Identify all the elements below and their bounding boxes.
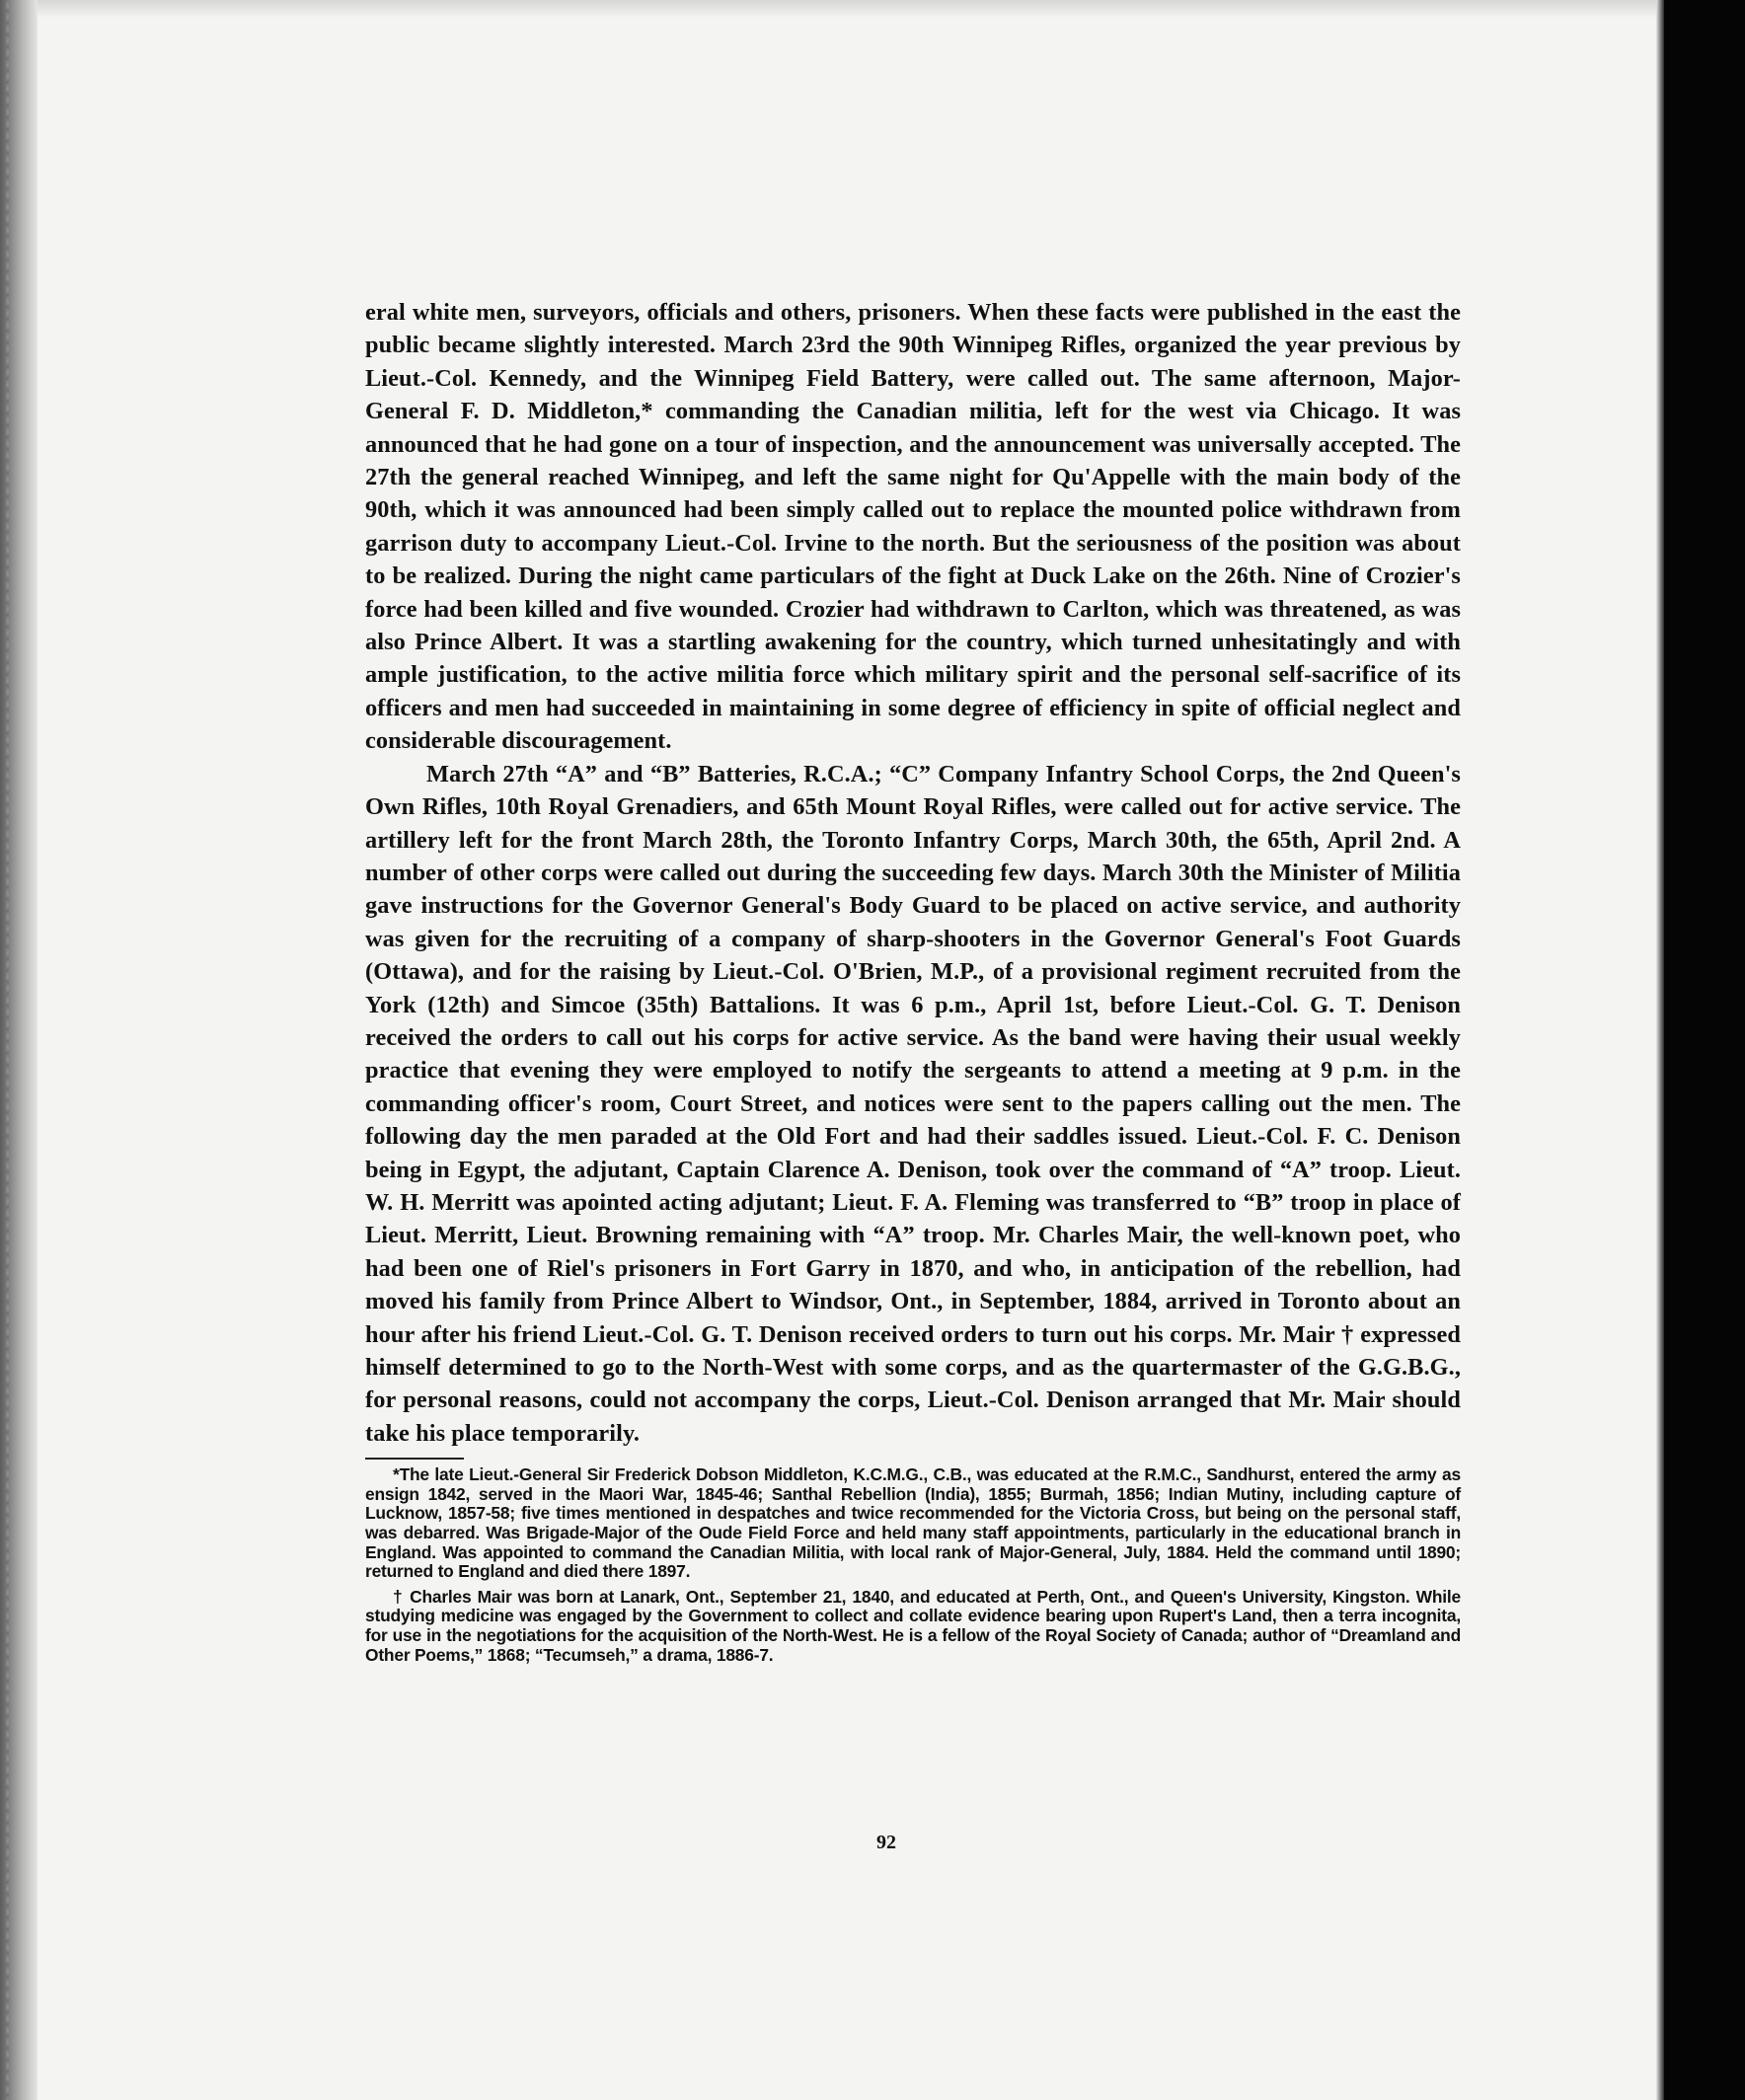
page-number-container bbox=[0, 1832, 1745, 1854]
page-right-edge bbox=[1656, 0, 1664, 2100]
footnote-middleton: *The late Lieut.-General Sir Frederick Dobson Middleton, K.C.M.G., C.B., was educated at the R.M.C., Sandhurst, entered the army as ensign 1842, served in the Maori War, 1845-46; Santhal Rebellion (India), 1855; Burmah, 1856; Indian Mutiny, including capture of Lucknow, 1857-58; five times mentioned in despatches and twice recommended for the Victoria Cross, but being on the personal staff, was debarred. Was Brigade-Major of the Oude Field Force and held many staff appointments, particularly in the educational branch in England. Was appointed to command the Canadian Militia, with local rank of Major-General, July, 1884. Held the command until 1890; returned to England and died there 1897. bbox=[365, 1464, 1461, 1582]
scan-border-band bbox=[1664, 0, 1745, 2100]
footnote-mair: † Charles Mair was born at Lanark, Ont., September 21, 1840, and educated at Perth, Ont., and Queen's University, Kingston. While studying medicine was engaged by the Government to collect and collate evidence bearing upon Rupert's Land, then a terra incognita, for use in the negotiations for the acquisition of the North-West. He is a fellow of the Royal Society of Canada; author of “Dreamland and Other Poems,” 1868; “Tecumseh,” a drama, 1886-7. bbox=[365, 1586, 1461, 1665]
book-spine-edge bbox=[0, 0, 38, 2100]
footnote-rule bbox=[365, 1458, 464, 1460]
page-body bbox=[365, 296, 1461, 1665]
body-paragraph-1: eral white men, surveyors, officials and others, prisoners. When these facts were published in the east the public became slightly interested. March 23rd the 90th Winnipeg Rifles, organized the year previous by Lieut.-Col. Kennedy, and the Winnipeg Field Battery, were called out. The same afternoon, Major-General F. D. Middleton,* commanding the Canadian militia, left for the west via Chicago. It was announced that he had gone on a tour of inspection, and the announcement was universally accepted. The 27th the general reached Winnipeg, and left the same night for Qu'Appelle with the main body of the 90th, which it was announced had been simply called out to replace the mounted police withdrawn from garrison duty to accompany Lieut.-Col. Irvine to the north. But the seriousness of the position was about to be realized. During the night came particulars of the fight at Duck Lake on the 26th. Nine of Crozier's force had been killed and five wounded. Crozier had withdrawn to Carlton, which was threatened, as was also Prince Albert. It was a startling awakening for the country, which turned unhesitatingly and with ample justification, to the active militia force which military spirit and the personal self-sacrifice of its officers and men had succeeded in maintaining in some degree of efficiency in spite of official neglect and considerable discouragement. bbox=[365, 299, 1461, 755]
page-number: 92 bbox=[876, 1832, 896, 1853]
body-paragraph-2: March 27th “A” and “B” Batteries, R.C.A.; “C” Company Infantry School Corps, the 2nd Queen's Own Rifles, 10th Royal Grenadiers, and 65th Mount Royal Rifles, were called out for active service. The artillery left for the front March 28th, the Toronto Infantry Corps, March 30th, the 65th, April 2nd. A number of other corps were called out during the succeeding few days. March 30th the Minister of Militia gave instructions for the Governor General's Body Guard to be placed on active service, and authority was given for the recruiting of a company of sharp-shooters in the Governor General's Foot Guards (Ottawa), and for the raising by Lieut.-Col. O'Brien, M.P., of a provisional regiment recruited from the York (12th) and Simcoe (35th) Battalions. It was 6 p.m., April 1st, before Lieut.-Col. G. T. Denison received the orders to call out his corps for active service. As the band were having their usual weekly practice that evening they were employed to notify the sergeants to attend a meeting at 9 p.m. in the commanding officer's room, Court Street, and notices were sent to the papers calling out the men. The following day the men paraded at the Old Fort and had their saddles issued. Lieut.-Col. F. C. Denison being in Egypt, the adjutant, Captain Clarence A. Denison, took over the command of “A” troop. Lieut. W. H. Merritt was apointed acting adjutant; Lieut. F. A. Fleming was transferred to “B” troop in place of Lieut. Merritt, Lieut. Browning remaining with “A” troop. Mr. Charles Mair, the well-known poet, who had been one of Riel's prisoners in Fort Garry in 1870, and who, in anticipation of the rebellion, had moved his family from Prince Albert to Windsor, Ont., in September, 1884, arrived in Toronto about an hour after his friend Lieut.-Col. G. T. Denison received orders to turn out his corps. Mr. Mair † expressed himself determined to go to the North-West with some corps, and as the quartermaster of the G.G.B.G., for personal reasons, could not accompany the corps, Lieut.-Col. Denison arranged that Mr. Mair should take his place temporarily. bbox=[365, 760, 1461, 1447]
page-top-edge bbox=[0, 0, 1664, 18]
